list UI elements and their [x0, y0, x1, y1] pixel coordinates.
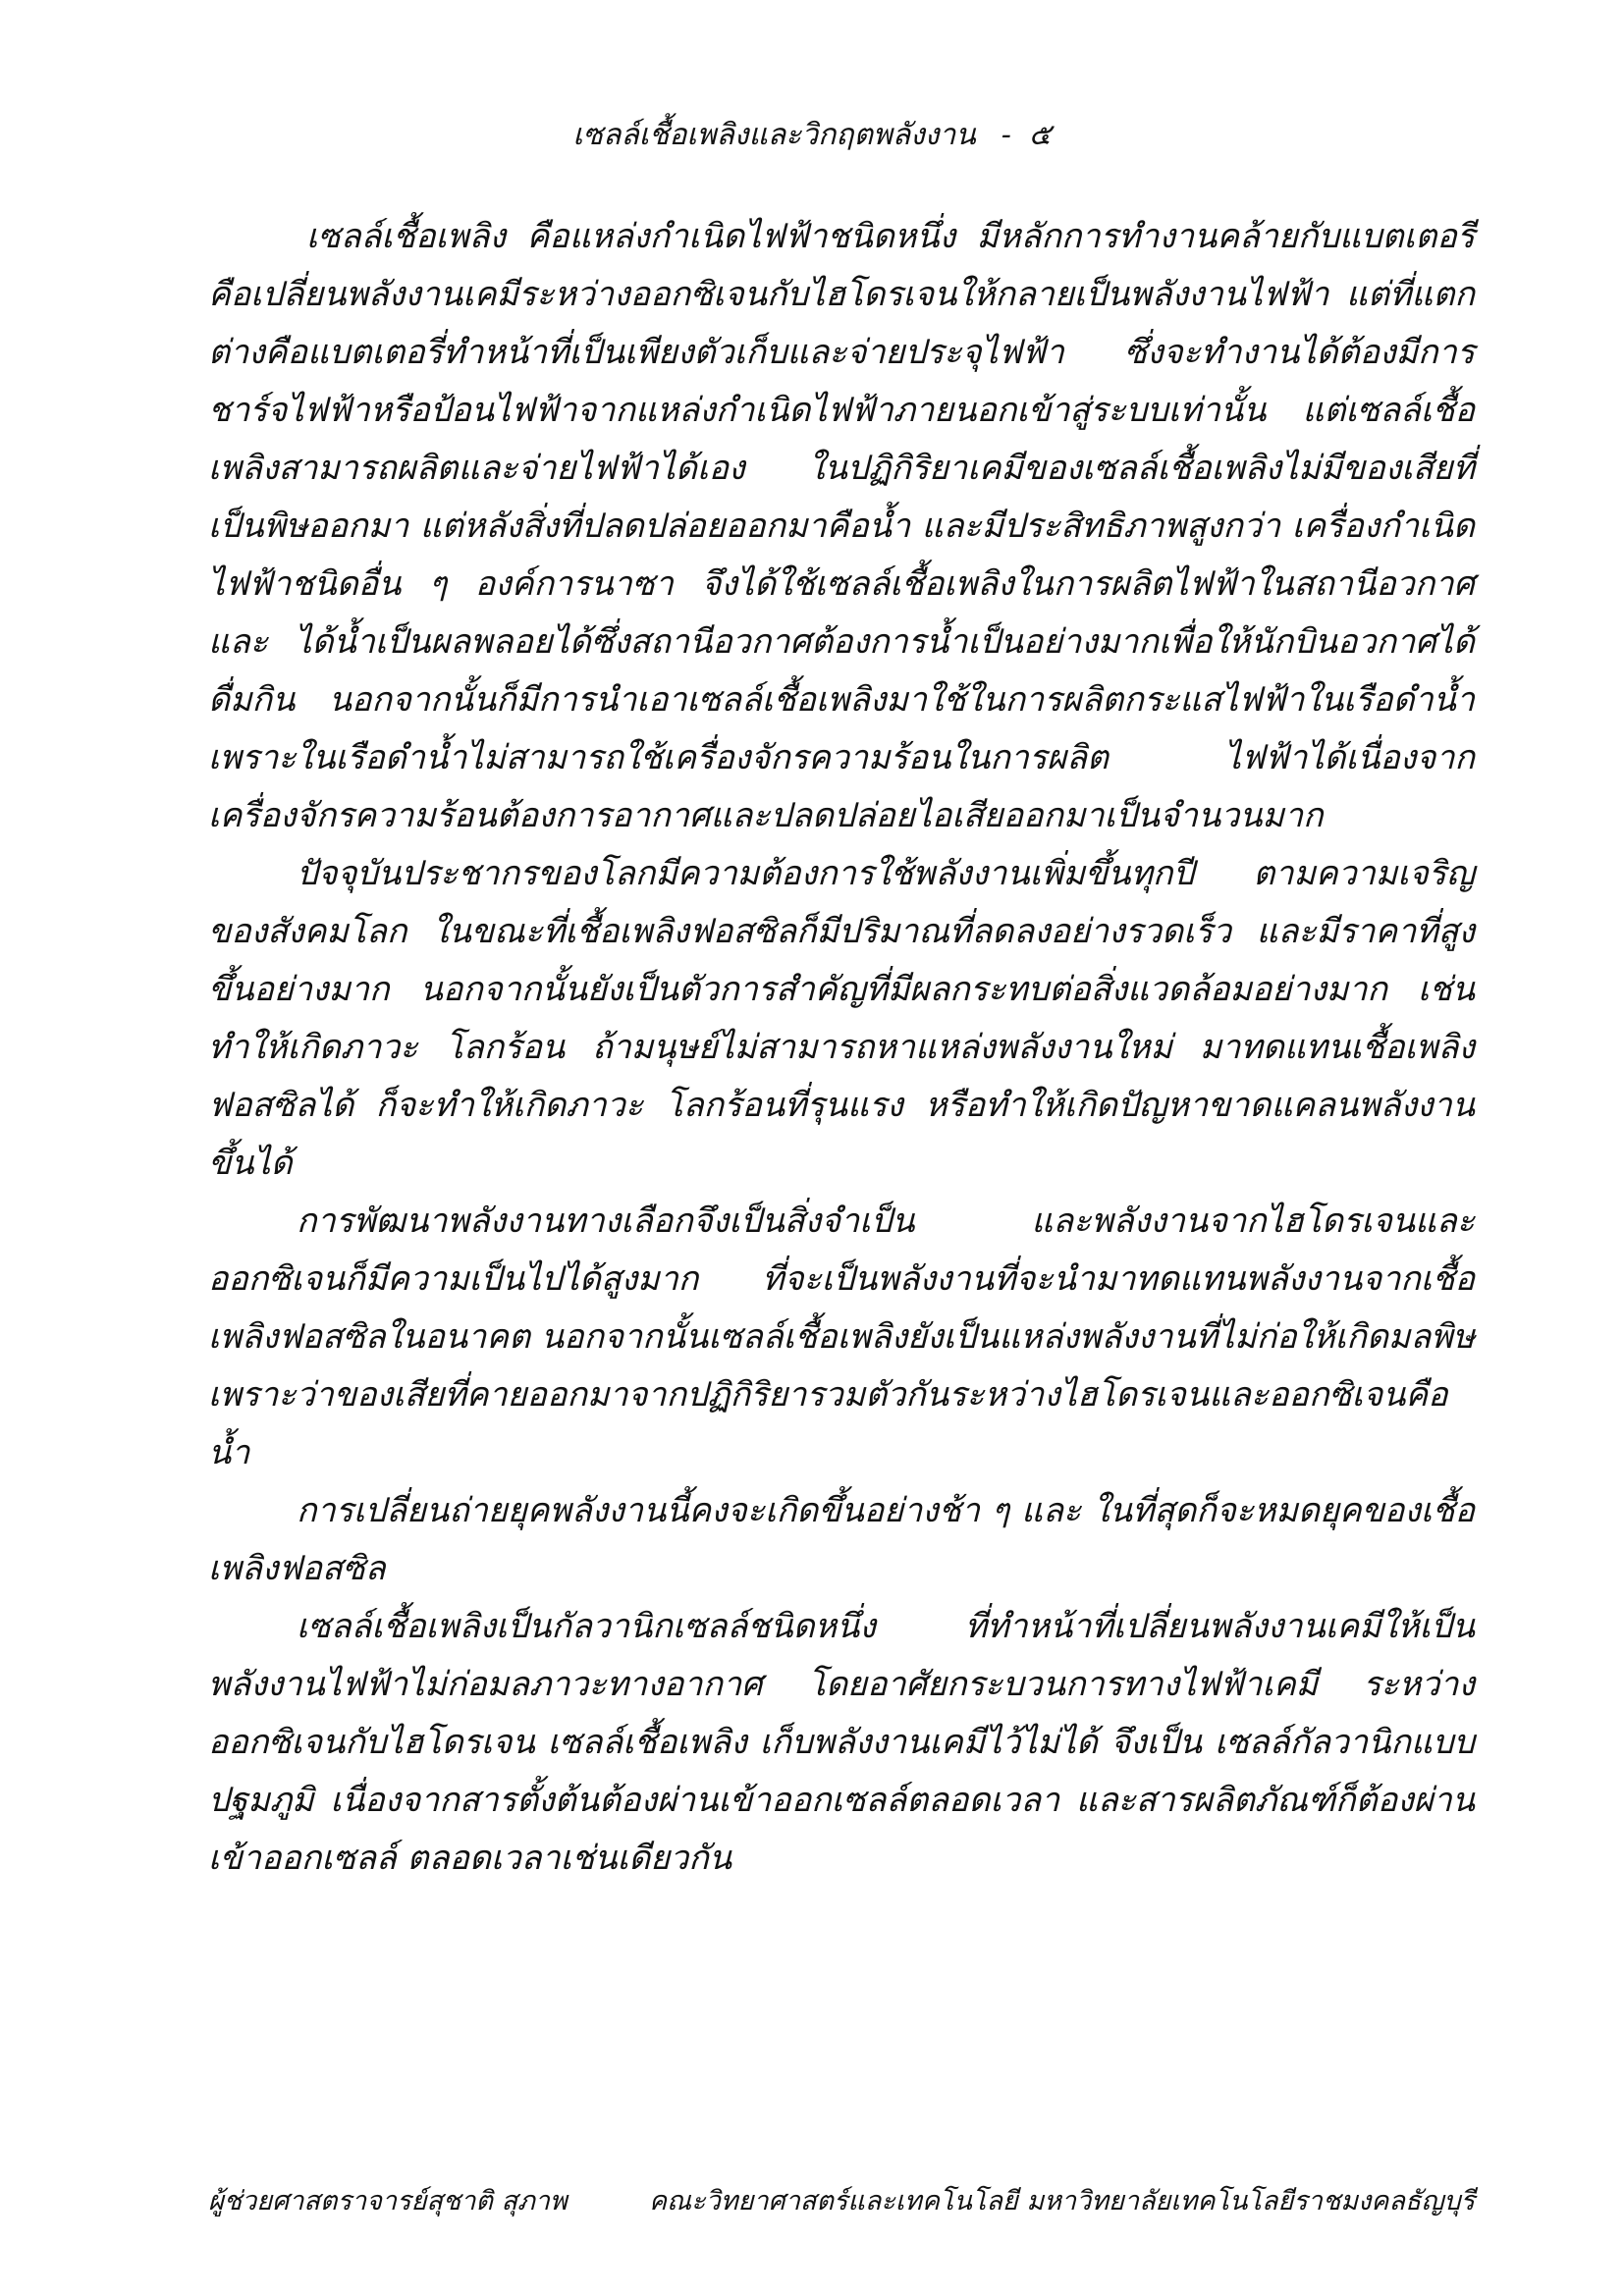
body-text	[208, 208, 1475, 1888]
page-number: ๕	[1028, 118, 1052, 152]
running-header	[0, 116, 1624, 155]
footer-author: ผู้ช่วยศาสตราจารย์สุชาติ สุภาพ	[208, 2186, 568, 2216]
paragraph-energy-demand: ปัจจุบันประชากรของโลกมีความต้องการใช้พลังงานเพิ่มขึ้นทุกปี ตามความเจริญของสังคมโลก ในขณะที่เชื้อเพลิงฟอสซิลก็มีปริมาณที่ลดลงอย่างรวดเร็ว และมีราคาที่สูงขึ้นอย่างมาก นอกจากนั้นยังเป็นตัวการสำคัญที่มีผลกระทบต่อสิ่งแวดล้อมอย่างมาก เช่นทำให้เกิดภาวะ โลกร้อน ถ้ามนุษย์ไม่สามารถหาแหล่งพลังงานใหม่ มาทดแทนเชื้อเพลิงฟอสซิลได้ ก็จะทำให้เกิดภาวะ โลกร้อนที่รุนแรง หรือทำให้เกิดปัญหาขาดแคลนพลังงานขึ้นได้	[208, 854, 1475, 1183]
footer-affiliation: คณะวิทยาศาสตร์และเทคโนโลยี มหาวิทยาลัยเทคโนโลยีราชมงคลธัญบุรี	[649, 2186, 1475, 2216]
paragraph-fuel-cell-definition: เซลล์เชื้อเพลิง คือแหล่งกำเนิดไฟฟ้าชนิดหนึ่ง มีหลักการทำงานคล้ายกับแบตเตอรี คือเปลี่ยนพลังงานเคมีระหว่างออกซิเจนกับไฮโดรเจนให้กลายเป็นพลังงานไฟฟ้า แต่ที่แตกต่างคือแบตเตอรี่ทำหน้าที่เป็นเพียงตัวเก็บและจ่ายประจุไฟฟ้า ซึ่งจะทำงานได้ต้องมีการชาร์จไฟฟ้าหรือป้อนไฟฟ้าจากแหล่งกำเนิดไฟฟ้าภายนอกเข้าสู่ระบบเท่านั้น แต่เซลล์เชื้อเพลิงสามารถผลิตและจ่ายไฟฟ้าได้เอง ในปฏิกิริยาเคมีของเซลล์เชื้อเพลิงไม่มีของเสียที่เป็นพิษออกมา แต่หลังสิ่งที่ปลดปล่อยออกมาคือน้ำ และมีประสิทธิภาพสูงกว่า เครื่องกำเนิดไฟฟ้าชนิดอื่น ๆ องค์การนาซา จึงได้ใช้เซลล์เชื้อเพลิงในการผลิตไฟฟ้าในสถานีอวกาศ และ ได้น้ำเป็นผลพลอยได้ซึ่งสถานีอวกาศต้องการน้ำเป็นอย่างมากเพื่อให้นักบินอวกาศได้ดื่มกิน นอกจากนั้นก็มีการนำเอาเซลล์เชื้อเพลิงมาใช้ในการผลิตกระแสไฟฟ้าในเรือดำน้ำ เพราะในเรือดำน้ำไม่สามารถใช้เครื่องจักรความร้อนในการผลิต ไฟฟ้าได้เนื่องจากเครื่องจักรความร้อนต้องการอากาศและปลดปล่อยไอเสียออกมาเป็นจำนวนมาก	[208, 217, 1475, 835]
header-title: เซลล์เชื้อเพลิงและวิกฤตพลังงาน	[572, 118, 976, 152]
paragraph-energy-transition: การเปลี่ยนถ่ายยุคพลังงานนี้คงจะเกิดขึ้นอย่างช้า ๆ และ ในที่สุดก็จะหมดยุคของเชื้อเพลิงฟอสซิล	[208, 1491, 1475, 1588]
paragraph-alternative-energy: การพัฒนาพลังงานทางเลือกจึงเป็นสิ่งจำเป็น และพลังงานจากไฮโดรเจนและออกซิเจนก็มีความเป็นไปได้สูงมาก ที่จะเป็นพลังงานที่จะนำมาทดแทนพลังงานจากเชื้อเพลิงฟอสซิลในอนาคต นอกจากนั้นเซลล์เชื้อเพลิงยังเป็นแหล่งพลังงานที่ไม่ก่อให้เกิดมลพิษ เพราะว่าของเสียที่คายออกมาจากปฏิกิริยารวมตัวกันระหว่างไฮโดรเจนและออกซิเจนคือน้ำ	[208, 1201, 1475, 1472]
page-footer	[208, 2184, 1475, 2219]
paragraph-galvanic-cell: เซลล์เชื้อเพลิงเป็นกัลวานิกเซลล์ชนิดหนึ่ง ที่ทำหน้าที่เปลี่ยนพลังงานเคมีให้เป็นพลังงานไฟฟ้าไม่ก่อมลภาวะทางอากาศ โดยอาศัยกระบวนการทางไฟฟ้าเคมี ระหว่างออกซิเจนกับไฮโดรเจน เซลล์เชื้อเพลิง เก็บพลังงานเคมีไว้ไม่ได้ จึงเป็น เซลล์กัลวานิกแบบปฐมภูมิ เนื่องจากสารตั้งต้นต้องผ่านเข้าออกเซลล์ตลอดเวลา และสารผลิตภัณฑ์ก็ต้องผ่านเข้าออกเซลล์ ตลอดเวลาเช่นเดียวกัน	[208, 1607, 1475, 1878]
header-separator: -	[1001, 118, 1011, 152]
